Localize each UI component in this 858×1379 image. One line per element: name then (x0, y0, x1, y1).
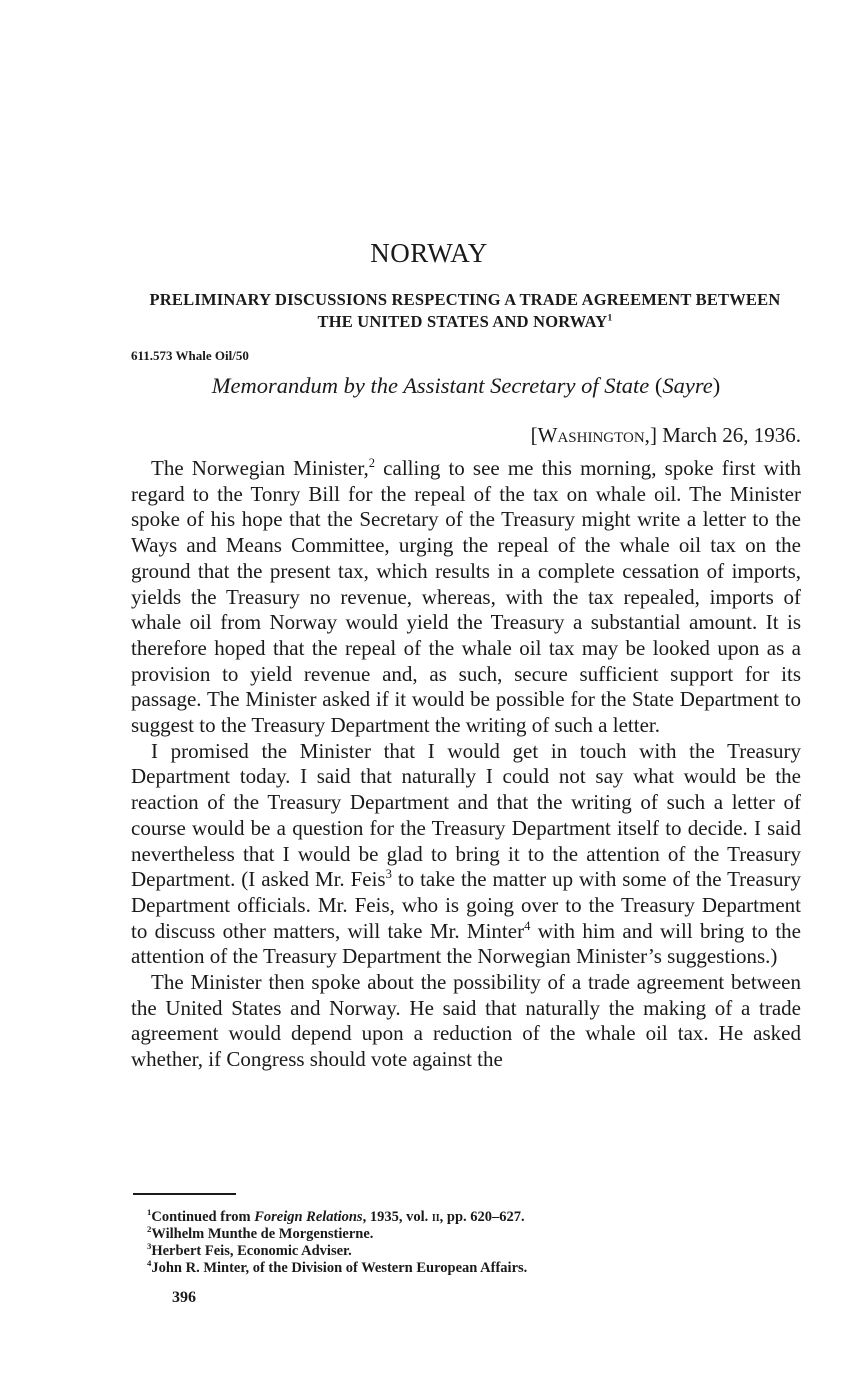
footnote-1-number: 1 (147, 1207, 152, 1218)
paragraph-3-text: The Minister then spoke about the possibility of a trade agreement between the United States and Norway. He said that naturally the making of a trade agreement would depend upon a reduction of the whale oil tax. He asked whether, if Congress should vote against the (131, 970, 801, 1072)
page-number: 396 (172, 1289, 196, 1306)
subject-footnote-ref: 1 (607, 312, 613, 324)
paragraph-2-text-c: with him and will bring to the attention of the Treasury Department the Norwegian Minister’s suggestions.) (131, 918, 801, 969)
dateline-close-bracket: ] (649, 423, 657, 447)
footnote-3 (147, 1243, 807, 1260)
footnote-1-text-a: Continued from (151, 1209, 255, 1225)
footnote-2 (147, 1226, 807, 1243)
paragraph-2-text-a: I promised the Minister that I would get in touch with the Treasury Department today. I said that naturally I could not say what would be the reaction of the Treasury Department and that the writing of such a letter of course would be a question for the Treasury Department itself to decide. I said nevertheless that I would be glad to bring it to the attention of the Treasury Department. (I asked Mr. Feis (131, 738, 801, 892)
footnote-ref-4: 4 (524, 918, 531, 933)
dateline-place: Washington, (537, 423, 650, 447)
footnote-4 (147, 1260, 807, 1277)
document-subject (130, 289, 800, 333)
paragraph-3 (131, 970, 801, 1073)
memo-body (131, 456, 801, 1073)
subject-text: PRELIMINARY DISCUSSIONS RESPECTING A TRADE AGREEMENT BETWEEN THE UNITED STATES AND NORWAY (149, 290, 781, 331)
dateline (531, 423, 801, 448)
footnote-1 (147, 1209, 807, 1226)
footnote-divider (133, 1193, 236, 1195)
paragraph-1-text-b: calling to see me this morning, spoke first with regard to the Tonry Bill for the repeal of the tax on whale oil. The Minister spoke of his hope that the Secretary of the Treasury might write a letter to the Ways and Means Committee, urging the repeal of the whale oil tax on the ground that the present tax, which results in a complete cessation of imports, yields the Treasury no revenue, whereas, with the tax repealed, imports of whale oil from Norway would yield the Treasury a substantial amount. It is therefore hoped that the repeal of the whale oil tax may be looked upon as a provision to yield revenue and, as such, secure sufficient support for its passage. The Minister asked if it would be possible for the State Department to suggest to the Treasury Department the writing of such a letter. (131, 456, 801, 738)
footnote-ref-2: 2 (368, 456, 376, 470)
memo-open-paren: ( (654, 373, 663, 398)
footnote-3-text: Herbert Feis, Economic Adviser. (151, 1243, 352, 1259)
memo-author: Sayre (662, 373, 713, 398)
footnote-ref-3: 3 (385, 867, 392, 882)
footnote-2-number: 2 (147, 1224, 152, 1235)
footnote-1-text-c: , pp. 620–627. (439, 1209, 525, 1225)
footnote-4-number: 4 (147, 1258, 152, 1269)
footnote-2-text: Wilhelm Munthe de Morgenstierne. (151, 1226, 374, 1242)
footnotes (147, 1209, 807, 1277)
footnote-1-publication: Foreign Relations (254, 1209, 363, 1225)
paragraph-1-text-a: The Norwegian Minister, (151, 456, 369, 480)
footnote-1-text-b: , 1935, vol. (362, 1209, 432, 1225)
footnote-4-text: John R. Minter, of the Division of Western European Affairs. (151, 1260, 528, 1276)
dateline-date: March 26, 1936. (662, 423, 801, 447)
country-heading: NORWAY (370, 238, 488, 268)
memo-title-text: Memorandum by the Assistant Secretary of State (211, 373, 650, 398)
paragraph-1 (131, 456, 801, 739)
file-number: 611.573 Whale Oil/50 (131, 348, 249, 363)
memo-close-paren: ) (712, 373, 721, 398)
memo-title (131, 373, 801, 399)
dateline-open-bracket: [ (530, 423, 538, 447)
paragraph-2-text-b: to take the matter up with some of the Treasury Department officials. Mr. Feis, who is going over to the Treasury Department to discuss other matters, will take Mr. Minter (131, 867, 801, 943)
footnote-3-number: 3 (147, 1241, 152, 1252)
paragraph-2 (131, 739, 801, 970)
footnote-1-volume: ii (431, 1209, 440, 1225)
